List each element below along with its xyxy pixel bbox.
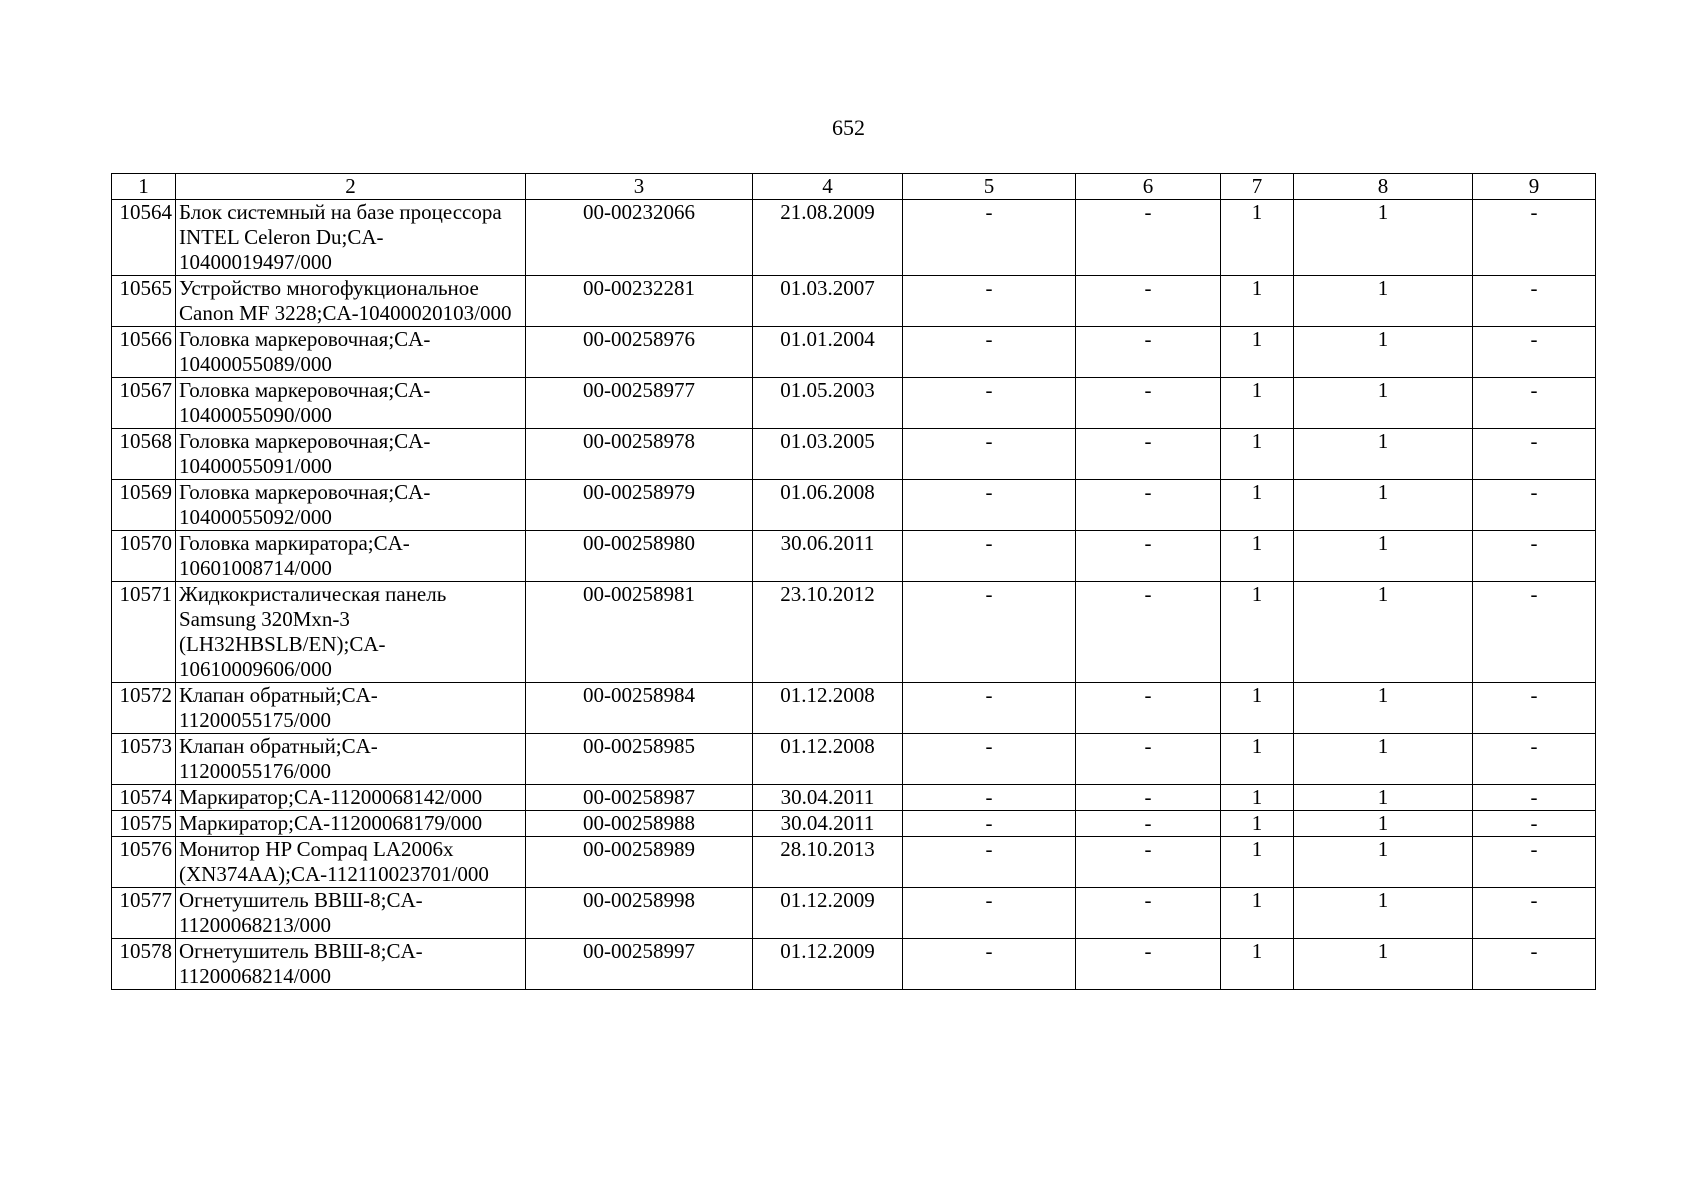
cell-row-number: 10576 (112, 837, 176, 888)
cell-column-6: - (1076, 327, 1221, 378)
cell-column-8: 1 (1294, 531, 1473, 582)
cell-column-9: - (1473, 888, 1596, 939)
table-row (112, 276, 1596, 327)
cell-column-5: - (903, 888, 1076, 939)
cell-row-number: 10573 (112, 734, 176, 785)
cell-inventory-code: 00-00258985 (526, 734, 753, 785)
cell-column-8: 1 (1294, 811, 1473, 837)
cell-inventory-code: 00-00258984 (526, 683, 753, 734)
table-row (112, 327, 1596, 378)
column-header: 6 (1076, 174, 1221, 200)
cell-column-5: - (903, 939, 1076, 990)
cell-column-6: - (1076, 531, 1221, 582)
cell-column-5: - (903, 327, 1076, 378)
cell-date: 01.06.2008 (753, 480, 903, 531)
cell-inventory-code: 00-00258979 (526, 480, 753, 531)
cell-column-6: - (1076, 683, 1221, 734)
cell-column-6: - (1076, 939, 1221, 990)
table-body (112, 200, 1596, 990)
cell-date: 01.12.2009 (753, 888, 903, 939)
cell-column-7: 1 (1221, 531, 1294, 582)
cell-item-name: Огнетушитель ВВШ-8;CA-11200068214/000 (176, 939, 526, 990)
cell-column-6: - (1076, 378, 1221, 429)
cell-column-7: 1 (1221, 200, 1294, 276)
cell-item-name: Головка маркеровочная;CA-10400055089/000 (176, 327, 526, 378)
cell-column-5: - (903, 429, 1076, 480)
cell-column-6: - (1076, 811, 1221, 837)
cell-row-number: 10570 (112, 531, 176, 582)
table-row (112, 837, 1596, 888)
cell-row-number: 10565 (112, 276, 176, 327)
cell-column-7: 1 (1221, 582, 1294, 683)
cell-column-6: - (1076, 837, 1221, 888)
cell-column-7: 1 (1221, 734, 1294, 785)
cell-item-name: Монитор HP Compaq LA2006x (XN374AA);CA-112110023701/000 (176, 837, 526, 888)
cell-column-9: - (1473, 200, 1596, 276)
cell-column-5: - (903, 734, 1076, 785)
cell-date: 23.10.2012 (753, 582, 903, 683)
cell-column-7: 1 (1221, 327, 1294, 378)
cell-item-name: Блок системный на базе процессора INTEL Celeron Du;CA-10400019497/000 (176, 200, 526, 276)
cell-column-5: - (903, 785, 1076, 811)
cell-inventory-code: 00-00258976 (526, 327, 753, 378)
cell-column-5: - (903, 378, 1076, 429)
cell-item-name: Головка маркеровочная;CA-10400055092/000 (176, 480, 526, 531)
table-row (112, 200, 1596, 276)
cell-date: 01.03.2007 (753, 276, 903, 327)
cell-date: 01.12.2008 (753, 683, 903, 734)
cell-date: 30.06.2011 (753, 531, 903, 582)
page-number: 652 (832, 115, 865, 140)
table-row (112, 939, 1596, 990)
cell-column-9: - (1473, 429, 1596, 480)
cell-date: 28.10.2013 (753, 837, 903, 888)
cell-row-number: 10578 (112, 939, 176, 990)
cell-column-7: 1 (1221, 480, 1294, 531)
cell-inventory-code: 00-00258998 (526, 888, 753, 939)
cell-column-6: - (1076, 276, 1221, 327)
cell-column-9: - (1473, 811, 1596, 837)
cell-column-5: - (903, 683, 1076, 734)
header-row (112, 174, 1596, 200)
cell-item-name: Головка маркиратора;CA-10601008714/000 (176, 531, 526, 582)
cell-inventory-code: 00-00258980 (526, 531, 753, 582)
column-header: 7 (1221, 174, 1294, 200)
cell-item-name: Головка маркеровочная;CA-10400055090/000 (176, 378, 526, 429)
cell-item-name: Маркиратор;CA-11200068142/000 (176, 785, 526, 811)
cell-column-7: 1 (1221, 276, 1294, 327)
inventory-table (111, 173, 1596, 990)
cell-column-5: - (903, 531, 1076, 582)
cell-date: 21.08.2009 (753, 200, 903, 276)
cell-row-number: 10567 (112, 378, 176, 429)
cell-column-5: - (903, 200, 1076, 276)
cell-column-7: 1 (1221, 811, 1294, 837)
column-header: 5 (903, 174, 1076, 200)
cell-column-8: 1 (1294, 276, 1473, 327)
cell-column-9: - (1473, 785, 1596, 811)
cell-column-9: - (1473, 837, 1596, 888)
cell-row-number: 10571 (112, 582, 176, 683)
cell-column-9: - (1473, 734, 1596, 785)
table-row (112, 429, 1596, 480)
cell-column-5: - (903, 837, 1076, 888)
cell-row-number: 10572 (112, 683, 176, 734)
cell-column-9: - (1473, 939, 1596, 990)
cell-column-8: 1 (1294, 683, 1473, 734)
cell-column-7: 1 (1221, 683, 1294, 734)
column-header: 3 (526, 174, 753, 200)
cell-column-7: 1 (1221, 429, 1294, 480)
cell-column-9: - (1473, 582, 1596, 683)
column-header: 4 (753, 174, 903, 200)
cell-item-name: Клапан обратный;CA-11200055176/000 (176, 734, 526, 785)
cell-date: 01.12.2008 (753, 734, 903, 785)
table-row (112, 480, 1596, 531)
cell-row-number: 10566 (112, 327, 176, 378)
cell-column-8: 1 (1294, 939, 1473, 990)
table-row (112, 811, 1596, 837)
cell-column-7: 1 (1221, 378, 1294, 429)
column-header: 1 (112, 174, 176, 200)
cell-date: 01.05.2003 (753, 378, 903, 429)
table-row (112, 582, 1596, 683)
cell-date: 01.01.2004 (753, 327, 903, 378)
cell-inventory-code: 00-00258988 (526, 811, 753, 837)
cell-date: 30.04.2011 (753, 785, 903, 811)
cell-row-number: 10569 (112, 480, 176, 531)
cell-inventory-code: 00-00258978 (526, 429, 753, 480)
cell-column-7: 1 (1221, 785, 1294, 811)
cell-column-8: 1 (1294, 429, 1473, 480)
cell-column-8: 1 (1294, 888, 1473, 939)
column-header: 9 (1473, 174, 1596, 200)
column-header: 8 (1294, 174, 1473, 200)
cell-date: 01.03.2005 (753, 429, 903, 480)
cell-column-9: - (1473, 327, 1596, 378)
cell-date: 01.12.2009 (753, 939, 903, 990)
cell-column-7: 1 (1221, 939, 1294, 990)
cell-item-name: Устройство многофукциональное Canon MF 3228;CA-10400020103/000 (176, 276, 526, 327)
cell-column-5: - (903, 811, 1076, 837)
cell-column-9: - (1473, 683, 1596, 734)
cell-column-9: - (1473, 378, 1596, 429)
table-row (112, 531, 1596, 582)
cell-column-6: - (1076, 429, 1221, 480)
table-row (112, 734, 1596, 785)
cell-column-7: 1 (1221, 837, 1294, 888)
cell-column-6: - (1076, 480, 1221, 531)
cell-column-8: 1 (1294, 734, 1473, 785)
cell-inventory-code: 00-00232066 (526, 200, 753, 276)
table-row (112, 683, 1596, 734)
cell-column-9: - (1473, 480, 1596, 531)
cell-inventory-code: 00-00232281 (526, 276, 753, 327)
cell-row-number: 10575 (112, 811, 176, 837)
cell-column-8: 1 (1294, 200, 1473, 276)
table-row (112, 888, 1596, 939)
cell-row-number: 10574 (112, 785, 176, 811)
cell-row-number: 10564 (112, 200, 176, 276)
cell-item-name: Клапан обратный;CA-11200055175/000 (176, 683, 526, 734)
cell-item-name: Огнетушитель ВВШ-8;CA-11200068213/000 (176, 888, 526, 939)
cell-column-9: - (1473, 531, 1596, 582)
cell-item-name: Жидкокристалическая панель Samsung 320Mxn-3 (LH32HBSLB/EN);CA-10610009606/000 (176, 582, 526, 683)
cell-column-6: - (1076, 200, 1221, 276)
cell-item-name: Головка маркеровочная;CA-10400055091/000 (176, 429, 526, 480)
cell-column-8: 1 (1294, 480, 1473, 531)
cell-column-6: - (1076, 734, 1221, 785)
cell-inventory-code: 00-00258987 (526, 785, 753, 811)
cell-inventory-code: 00-00258989 (526, 837, 753, 888)
column-header: 2 (176, 174, 526, 200)
cell-inventory-code: 00-00258997 (526, 939, 753, 990)
cell-column-5: - (903, 480, 1076, 531)
cell-row-number: 10568 (112, 429, 176, 480)
table-row (112, 378, 1596, 429)
cell-column-7: 1 (1221, 888, 1294, 939)
cell-column-5: - (903, 582, 1076, 683)
cell-column-6: - (1076, 582, 1221, 683)
table-row (112, 785, 1596, 811)
cell-column-5: - (903, 276, 1076, 327)
cell-column-6: - (1076, 785, 1221, 811)
cell-column-8: 1 (1294, 785, 1473, 811)
cell-inventory-code: 00-00258977 (526, 378, 753, 429)
cell-row-number: 10577 (112, 888, 176, 939)
cell-column-8: 1 (1294, 378, 1473, 429)
cell-inventory-code: 00-00258981 (526, 582, 753, 683)
cell-date: 30.04.2011 (753, 811, 903, 837)
cell-column-9: - (1473, 276, 1596, 327)
cell-column-6: - (1076, 888, 1221, 939)
cell-column-8: 1 (1294, 582, 1473, 683)
cell-column-8: 1 (1294, 327, 1473, 378)
cell-item-name: Маркиратор;CA-11200068179/000 (176, 811, 526, 837)
cell-column-8: 1 (1294, 837, 1473, 888)
